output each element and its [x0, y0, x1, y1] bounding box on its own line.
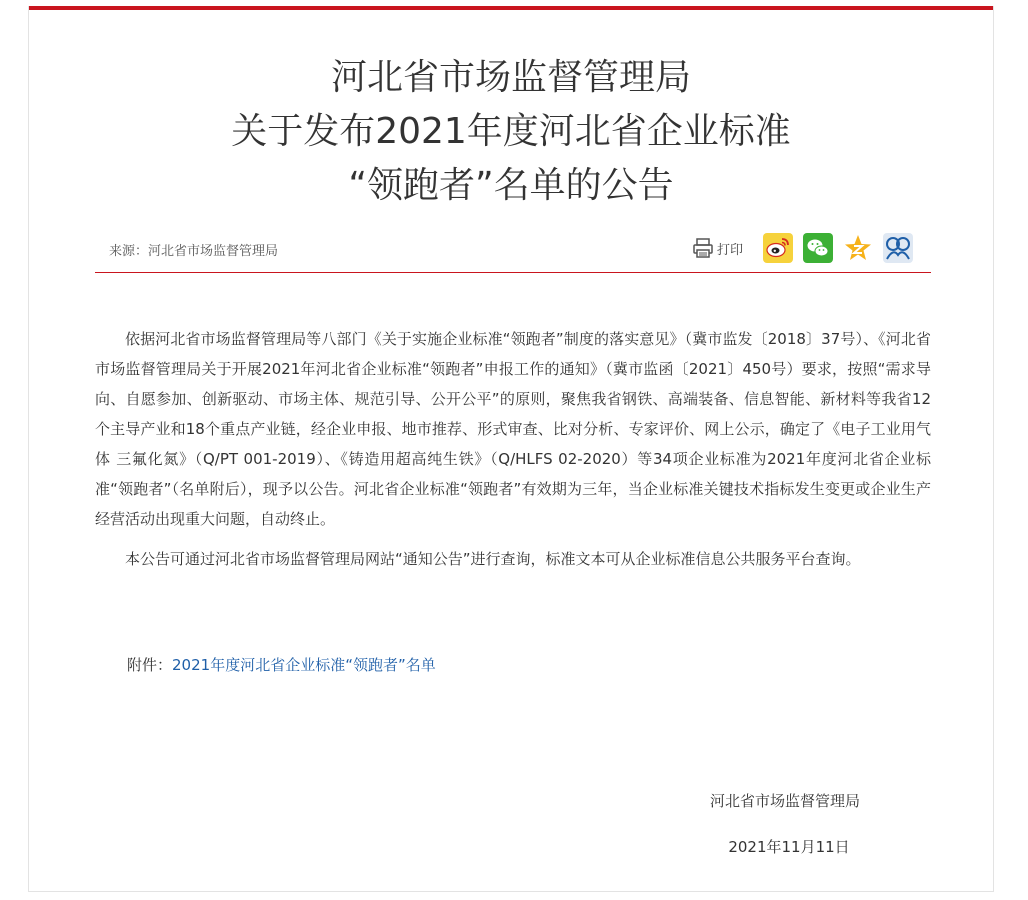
qzone-icon	[843, 233, 873, 263]
attachment-label: 附件：	[127, 656, 173, 674]
wechat-share-button[interactable]	[803, 233, 833, 263]
title-line-3: “领跑者”名单的公告	[348, 165, 674, 206]
body-paragraph-2: 本公告可通过河北省市场监督管理局网站“通知公告”进行查询，标准文本可从企业标准信息公共服务平台查询。	[125, 550, 861, 568]
weibo-icon	[763, 233, 793, 263]
weibo-share-button[interactable]	[763, 233, 793, 263]
meta-bar	[95, 236, 931, 273]
article-body	[95, 324, 931, 574]
page-title	[29, 51, 993, 213]
title-line-2: 关于发布2021年度河北省企业标准	[231, 111, 791, 152]
source-label: 来源：河北省市场监督管理局	[109, 244, 279, 259]
attachment-link[interactable]: 2021年度河北省企业标准“领跑者”名单	[172, 656, 436, 674]
publish-date: 2021年11月11日	[728, 838, 850, 856]
signature: 河北省市场监督管理局	[709, 792, 860, 810]
wechat-icon	[803, 233, 833, 263]
top-accent-bar	[29, 6, 993, 10]
qzone-share-button[interactable]	[843, 233, 873, 263]
renren-icon	[883, 233, 913, 263]
print-button[interactable]	[692, 237, 743, 259]
print-label: 打印	[716, 242, 743, 258]
body-paragraph-1: 依据河北省市场监督管理局等八部门《关于实施企业标准“领跑者”制度的落实意见》（冀市监发〔2018〕37号）、《河北省市场监督管理局关于开展2021年河北省企业标准“领跑者”申报工作的通知》（冀市监函〔2021〕450号）要求，按照“需求导向、自愿参加、创新驱动、市场主体、规范引导、公开公平”的原则，聚焦我省钢铁、高端装备、信息智能、新材料等我省12个主导产业和18个重点产业链，经企业申报、地市推荐、形式审查、比对分析、专家评价、网上公示，确定了《电子工业用气体 三氟化氮》（Q/PT 001-2019）、《铸造用超高纯生铁》（Q/HLFS 02-2020）等34项企业标准为2021年度河北省企业标准“领跑者”（名单附后），现予以公告。河北省企业标准“领跑者”有效期为三年，当企业标准关键技术指标发生变更或企业生产经营活动出现重大问题，自动终止。	[95, 330, 931, 528]
renren-share-button[interactable]	[883, 233, 913, 263]
article-page	[28, 6, 994, 892]
share-toolbar	[692, 233, 913, 263]
attachment-line	[127, 650, 436, 680]
printer-icon	[692, 237, 714, 259]
title-line-1: 河北省市场监督管理局	[330, 57, 691, 98]
